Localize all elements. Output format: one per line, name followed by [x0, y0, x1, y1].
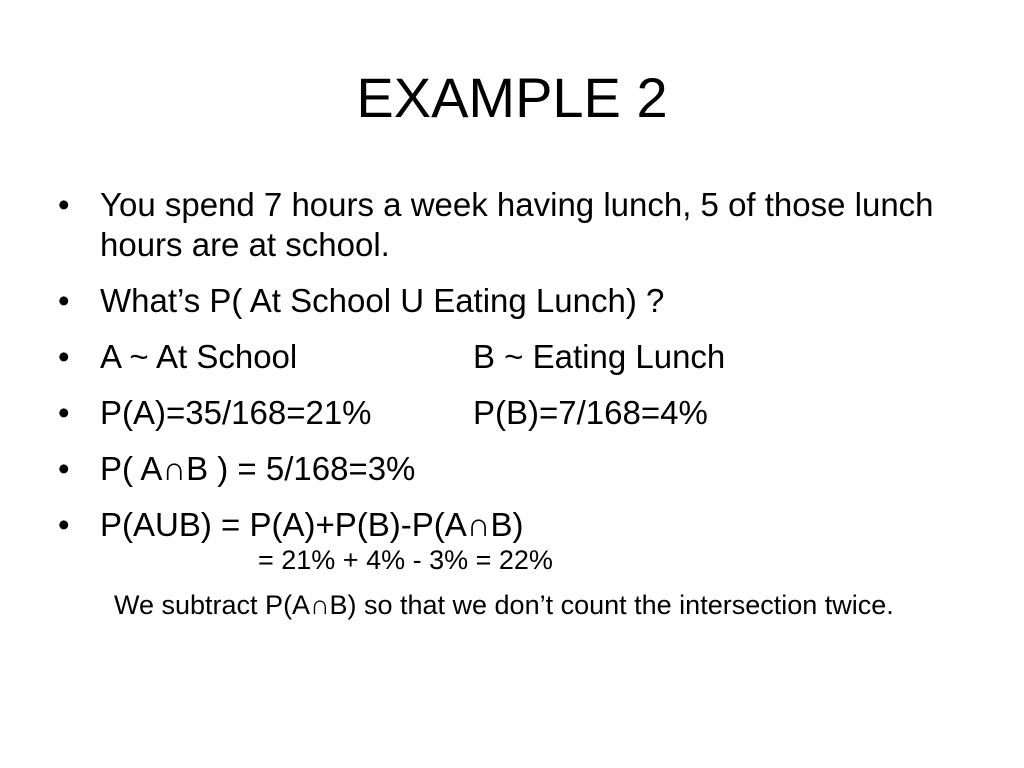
bullet-text: P(AUB) = P(A)+P(B)-P(A∩B)	[100, 506, 524, 543]
union-calculation: = 21% + 4% - 3% = 22%	[258, 545, 553, 575]
bullet-icon: •	[58, 506, 70, 543]
bullet-icon: •	[58, 338, 70, 375]
bullet-item-event-definitions	[58, 337, 958, 377]
bullet-item-intersection	[58, 449, 958, 489]
slide-title: EXAMPLE 2	[356, 66, 668, 129]
bullet-icon: •	[58, 282, 70, 319]
bullet-icon: •	[58, 394, 70, 431]
explanation-note: We subtract P(A∩B) so that we don’t count the intersection twice.	[114, 590, 894, 620]
bullet-item-probabilities	[58, 393, 958, 433]
bullet-text: You spend 7 hours a week having lunch, 5 of those lunch hours are at school.	[100, 186, 934, 263]
bullet-item-lunch-hours	[58, 185, 958, 265]
event-a-definition: A ~ At School	[100, 338, 298, 375]
bullet-item-question	[58, 281, 958, 321]
bullet-list	[58, 185, 958, 561]
bullet-icon: •	[58, 450, 70, 487]
bullet-item-union-formula	[58, 505, 958, 545]
probability-a: P(A)=35/168=21%	[100, 394, 372, 431]
bullet-text: P( A∩B ) = 5/168=3%	[100, 450, 416, 487]
event-b-definition: B ~ Eating Lunch	[473, 338, 726, 375]
bullet-text: What’s P( At School U Eating Lunch) ?	[100, 282, 665, 319]
bullet-icon: •	[58, 186, 70, 223]
probability-b: P(B)=7/168=4%	[473, 394, 708, 431]
